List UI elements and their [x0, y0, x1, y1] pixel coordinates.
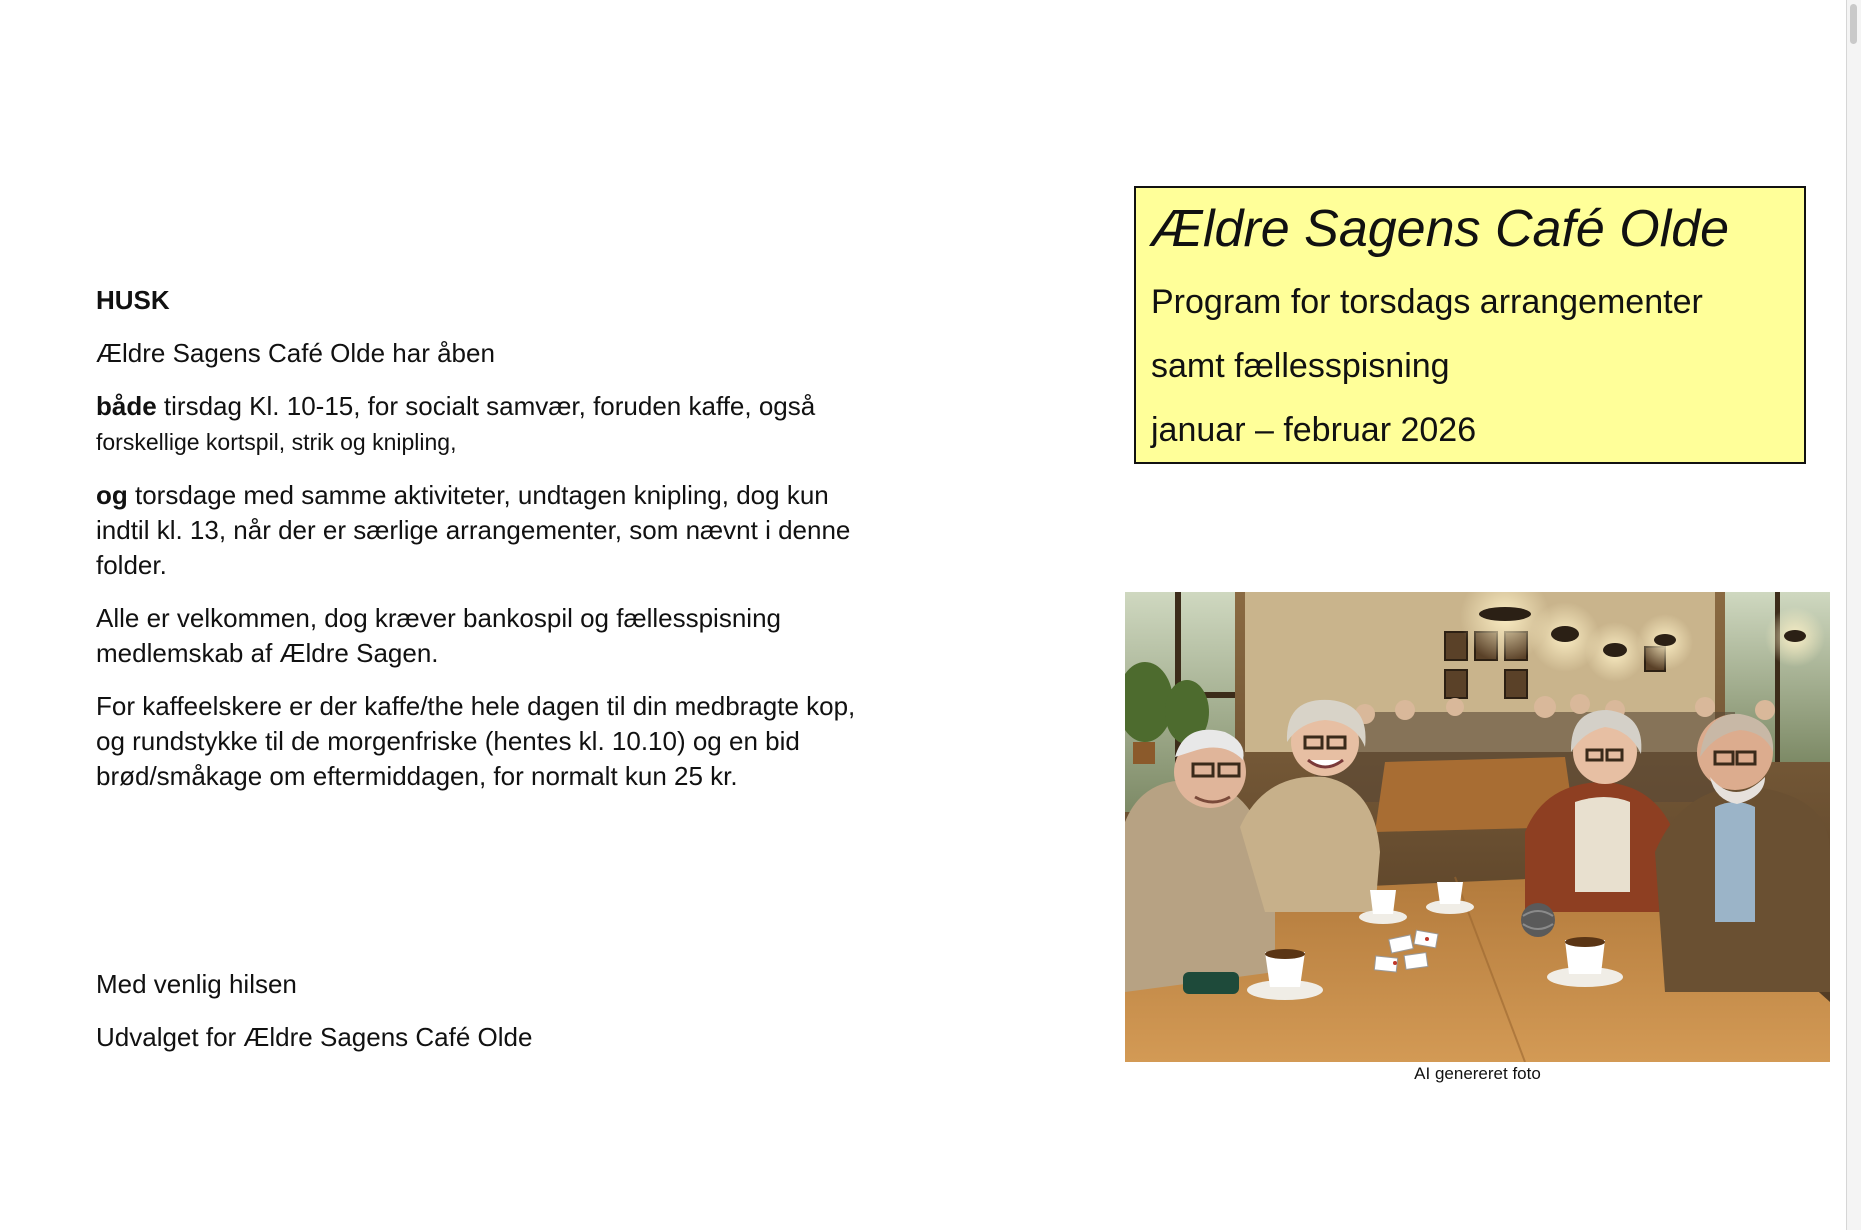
- intro-text: Ældre Sagens Café Olde har åben: [96, 338, 495, 368]
- info-column: [96, 283, 886, 812]
- subtitle-line-2: samt fællesspisning: [1151, 347, 1450, 385]
- thursday-line-3: folder.: [96, 550, 167, 580]
- thursday-text: torsdage med samme aktiviteter, undtagen knipling, dog kun: [127, 480, 829, 510]
- cafe-photo: [1125, 592, 1830, 1062]
- thursday-line-2: indtil kl. 13, når der er særlige arrangementer, som nævnt i denne: [96, 515, 851, 545]
- subtitle-line-3: januar – februar 2026: [1151, 411, 1477, 449]
- welcome-line-1: Alle er velkommen, dog kræver bankospil og fællesspisning: [96, 603, 781, 633]
- coffee-line-2: og rundstykke til de morgenfriske (hentes kl. 10.10) og en bid: [96, 726, 800, 756]
- coffee-line-3: brød/småkage om eftermiddagen, for normalt kun 25 kr.: [96, 761, 738, 791]
- vertical-scrollbar[interactable]: [1846, 0, 1861, 1230]
- welcome-paragraph: [96, 601, 886, 671]
- photo-caption: AI genereret foto: [1414, 1064, 1541, 1083]
- signoff-greeting: Med venlig hilsen: [96, 969, 297, 999]
- subtitle-line-1: Program for torsdags arrangementer: [1151, 283, 1703, 321]
- tuesday-small-text: forskellige kortspil, strik og knipling,: [96, 429, 457, 455]
- thursday-paragraph: [96, 478, 886, 583]
- thursday-bold: og: [96, 480, 128, 510]
- welcome-line-2: medlemskab af Ældre Sagen.: [96, 638, 439, 668]
- signoff-signature: Udvalget for Ældre Sagens Café Olde: [96, 1022, 533, 1052]
- tuesday-bold: både: [96, 391, 157, 421]
- coffee-paragraph: [96, 689, 886, 794]
- page-title: Ældre Sagens Café Olde: [1151, 200, 1730, 258]
- tuesday-text: tirsdag Kl. 10-15, for socialt samvær, foruden kaffe, også: [156, 391, 816, 421]
- tuesday-paragraph: [96, 389, 886, 460]
- husk-heading: HUSK: [96, 285, 170, 315]
- coffee-line-1: For kaffeelskere er der kaffe/the hele dagen til din medbragte kop,: [96, 691, 856, 721]
- title-box: [1134, 186, 1806, 464]
- scrollbar-thumb[interactable]: [1850, 4, 1857, 44]
